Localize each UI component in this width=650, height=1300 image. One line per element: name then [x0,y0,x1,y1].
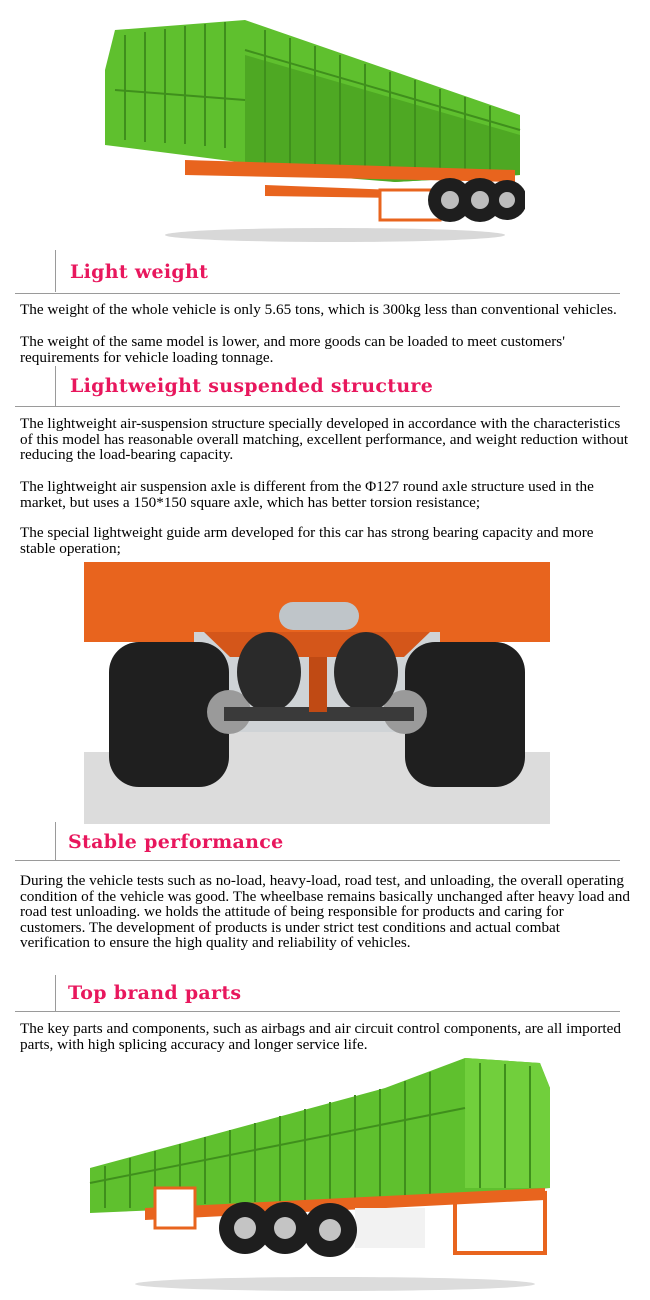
paragraph: The lightweight air-suspension structure specially developed in accordance with the characteristics of this model has reasonable overall matching, excellent performance, and weight reduction without reducing the load-bearing capacity. [20,415,629,463]
section-divider [15,293,620,294]
section-title-lightweight-suspended-structure: Lightweight suspended structure [70,375,434,397]
paragraph: The key parts and components, such as airbags and air circuit control components, are all imported parts, with high splicing accuracy and longer service life. [20,1020,621,1053]
paragraph: The lightweight air suspension axle is different from the Φ127 round axle structure used in the market, but uses a 150*150 square axle, which has better torsion resistance; [20,478,594,511]
section-title-top-brand-parts: Top brand parts [68,982,242,1004]
section-divider [15,1011,620,1012]
trailer-photo-bottom [85,1048,555,1293]
section-divider [15,406,620,407]
section-title-stable-performance: Stable performance [68,831,284,853]
air-suspension-photo [84,562,550,824]
paragraph: The weight of the whole vehicle is only 5.65 tons, which is 300kg less than conventional vehicles. [20,301,617,318]
section-title-light-weight: Light weight [70,261,209,283]
section-tick [55,366,56,406]
paragraph: During the vehicle tests such as no-load, heavy-load, road test, and unloading, the overall operating condition of the vehicle was good. The wheelbase remains basically unchanged after heavy load and road test unloading. we holds the attitude of being responsible for products and caring for customers. The development of products is under strict test conditions and actual combat verification to ensure the high quality and reliability of vehicles. [20,872,630,951]
section-tick [55,975,56,1011]
section-tick [55,250,56,292]
paragraph: The weight of the same model is lower, and more goods can be loaded to meet customers' requirements for vehicle loading tonnage. [20,333,565,366]
section-divider [15,860,620,861]
section-tick [55,822,56,860]
trailer-photo-top [95,10,525,242]
paragraph: The special lightweight guide arm developed for this car has strong bearing capacity and more stable operation; [20,524,594,557]
